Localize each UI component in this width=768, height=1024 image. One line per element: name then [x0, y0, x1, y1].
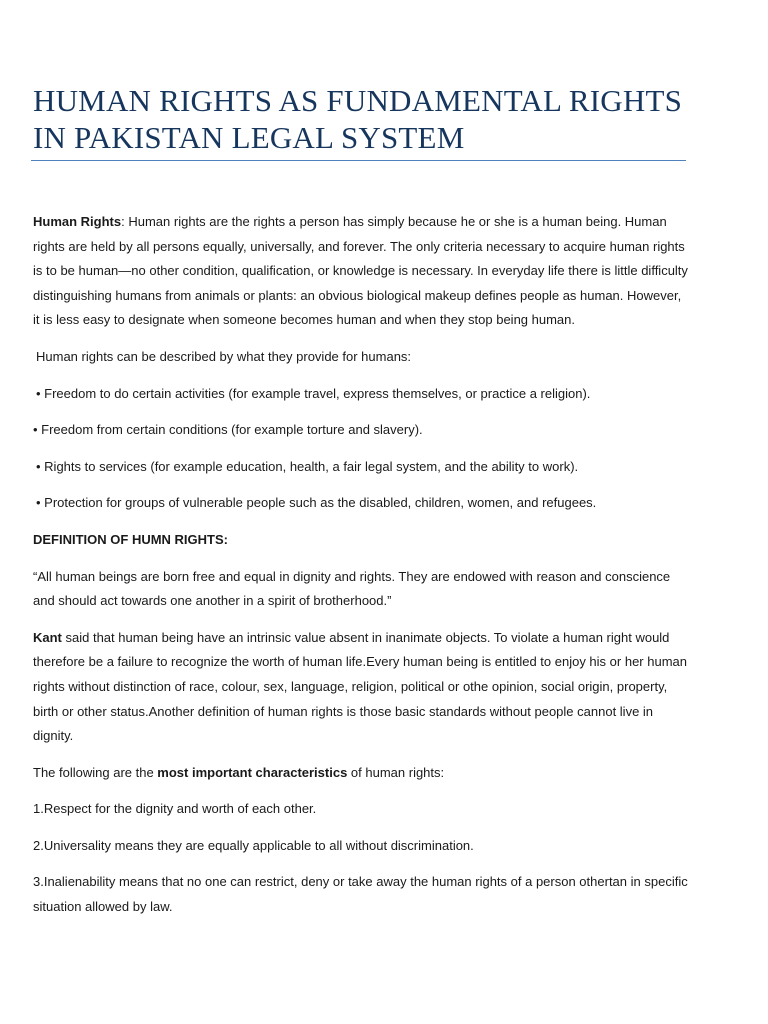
title-underline [31, 160, 686, 161]
bullet-item-3: • Rights to services (for example education, health, a fair legal system, and the ability to work). [36, 458, 579, 474]
bullet-item-1: • Freedom to do certain activities (for example travel, express themselves, or practice a religion). [36, 385, 591, 401]
title-line-1: HUMAN RIGHTS AS FUNDAMENTAL RIGHTS [33, 83, 683, 118]
title-line-2: IN PAKISTAN LEGAL SYSTEM [33, 120, 465, 155]
characteristic-item-1: 1.Respect for the dignity and worth of each other. [33, 801, 317, 817]
kant-label: Kant [33, 629, 62, 645]
characteristics-post: of human rights: [347, 764, 445, 780]
kant-paragraph [33, 626, 688, 749]
intro-paragraph [33, 210, 688, 333]
provide-intro: Human rights can be described by what they provide for humans: [36, 348, 412, 364]
bullet-item-4: • Protection for groups of vulnerable people such as the disabled, children, women, and refugees. [36, 495, 597, 511]
definition-heading-text: DEFINITION OF HUMN RIGHTS: [33, 531, 228, 547]
characteristics-intro [33, 761, 688, 786]
bullet-item-2: • Freedom from certain conditions (for example torture and slavery). [33, 422, 423, 438]
characteristic-item-2: 2.Universality means they are equally applicable to all without discrimination. [33, 837, 474, 853]
characteristics-pre: The following are the [33, 764, 158, 780]
definition-quote: “All human beings are born free and equal in dignity and rights. They are endowed with reason and conscience and should act towards one another in a spirit of brotherhood.” [33, 568, 671, 609]
document-body [33, 210, 688, 920]
intro-text: : Human rights are the rights a person has simply because he or she is a human being. Human rights are held by all persons equally, universally, and forever. The only criteria necessary to acquire human rights is to be human—no other condition, qualification, or knowledge is necessary. In everyday life there is little difficulty distinguishing humans from animals or plants: an obvious biological makeup defines people as human. However, it is less easy to designate when someone becomes human and when they stop being human. [33, 214, 688, 328]
kant-text: said that human being have an intrinsic value absent in inanimate objects. To violate a human right would therefore be a failure to recognize the worth of human life.Every human being is entitled to enjoy his or her human rights without distinction of race, colour, sex, language, religion, political or othe opinion, social origin, property, birth or other status.Another definition of human rights is those basic standards without people cannot live in dignity. [33, 629, 687, 744]
characteristics-bold: most important characteristics [157, 764, 348, 780]
intro-label: Human Rights [33, 214, 122, 229]
document-title [33, 82, 693, 156]
characteristic-item-3: 3.Inalienability means that no one can restrict, deny or take away the human rights of a person othertan in specific situation allowed by law. [33, 874, 688, 915]
definition-heading [33, 528, 688, 553]
